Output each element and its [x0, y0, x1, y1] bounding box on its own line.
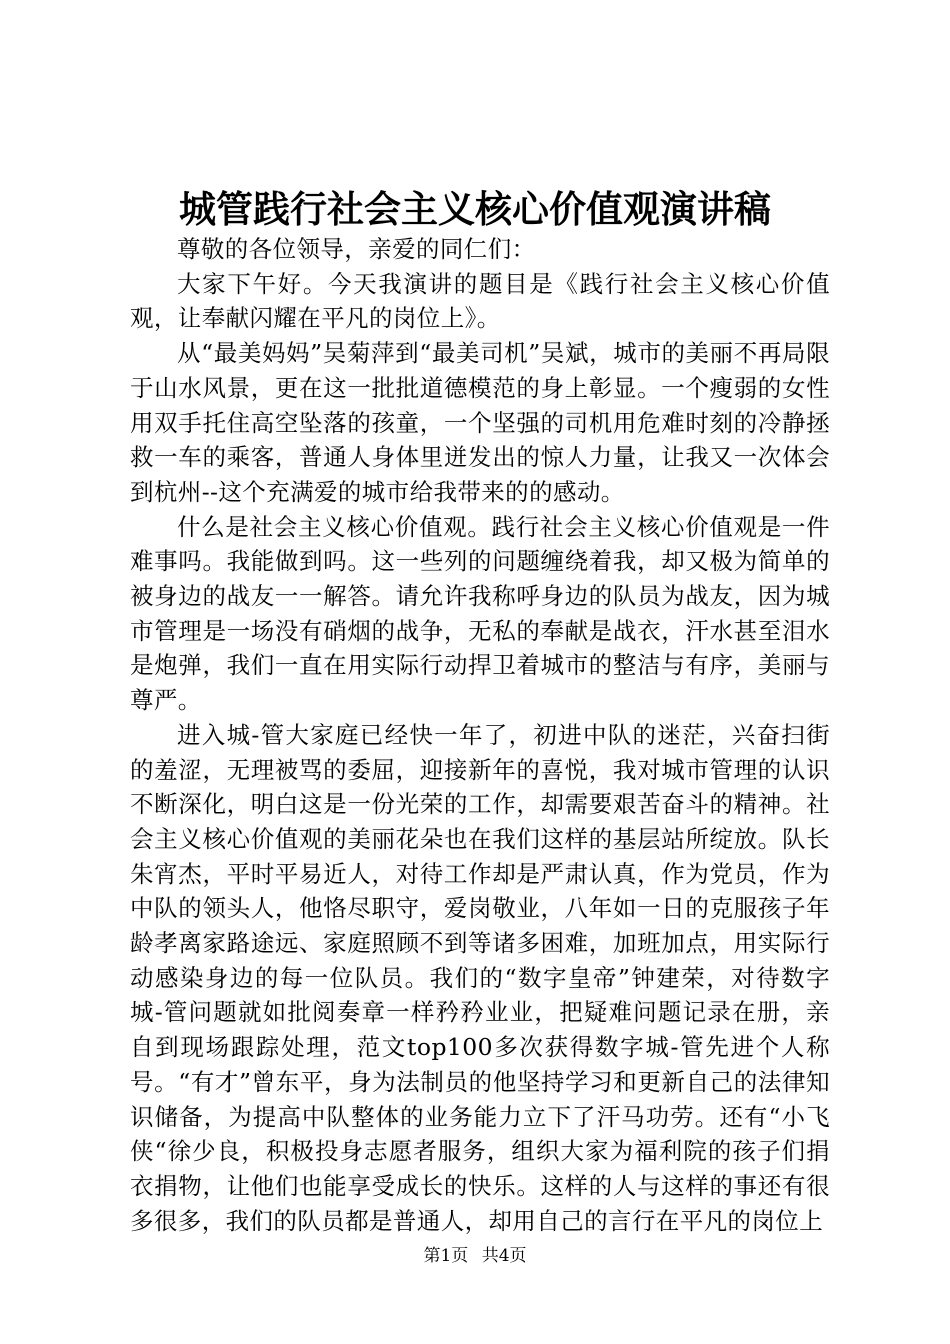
body-paragraph: 进入城-管大家庭已经快一年了，初进中队的迷茫，兴奋扫街的羞涩，无理被骂的委屈，迎接新年的喜悦，我对城市管理的认识不断深化，明白这是一份光荣的工作，却需要艰苦奋斗的精神。社会主义核心价值观的美丽花朵也在我们这样的基层站所绽放。队长朱宵杰，平时平易近人，对待工作却是严肃认真，作为党员，作为中队的领头人，他恪尽职守，爱岗敬业，八年如一日的克服孩子年龄孝离家路途远、家庭照顾不到等诸多困难，加班加点，用实际行动感染身边的每一位队员。我们的“数字皇帝”钟建荣，对待数字城-管问题就如批阅奏章一样矜矜业业，把疑难问题记录在册，亲自到现场跟踪处理，范文top100多次获得数字城-管先进个人称号。“有才”曾东平，身为法制员的他坚持学习和更新自己的法律知识储备，为提高中队整体的业务能力立下了汗马功劳。还有“小飞侠“徐少良，积极投身志愿者服务，组织大家为福利院的孩子们捐衣捐物，让他们也能享受成长的快乐。这样的人与这样的事还有很多很多，我们的队员都是普通人，却用自己的言行在平凡的岗位上 — [130, 720, 830, 1235]
page-number: 第1页 — [423, 1246, 469, 1266]
body-paragraph: 什么是社会主义核心价值观。践行社会主义核心价值观是一件难事吗。我能做到吗。这一些列的问题缠绕着我，却又极为简单的被身边的战友一一解答。请允许我称呼身边的队员为战友，因为城市管理是一场没有硝烟的战争，无私的奉献是战衣，汗水甚至泪水是炮弹，我们一直在用实际行动捍卫着城市的整洁与有序，美丽与尊严。 — [130, 512, 830, 715]
page-total: 共4页 — [481, 1246, 527, 1266]
document-title: 城管践行社会主义核心价值观演讲稿 — [179, 187, 771, 231]
body-paragraph: 从“最美妈妈”吴菊萍到“最美司机”吴斌，城市的美丽不再局限于山水风景，更在这一批批道德模范的身上彰显。一个瘦弱的女性用双手托住高空坠落的孩童，一个坚强的司机用危难时刻的冷静拯救一车的乘客，普通人身体里迸发出的惊人力量，让我又一次体会到杭州--这个充满爱的城市给我带来的的感动。 — [130, 339, 830, 506]
document-body — [130, 232, 830, 1238]
body-paragraph: 大家下午好。今天我演讲的题目是《践行社会主义核心价值观，让奉献闪耀在平凡的岗位上》。 — [130, 269, 830, 333]
salutation-paragraph: 尊敬的各位领导，亲爱的同仁们： — [177, 235, 536, 263]
page-footer — [0, 1244, 950, 1268]
